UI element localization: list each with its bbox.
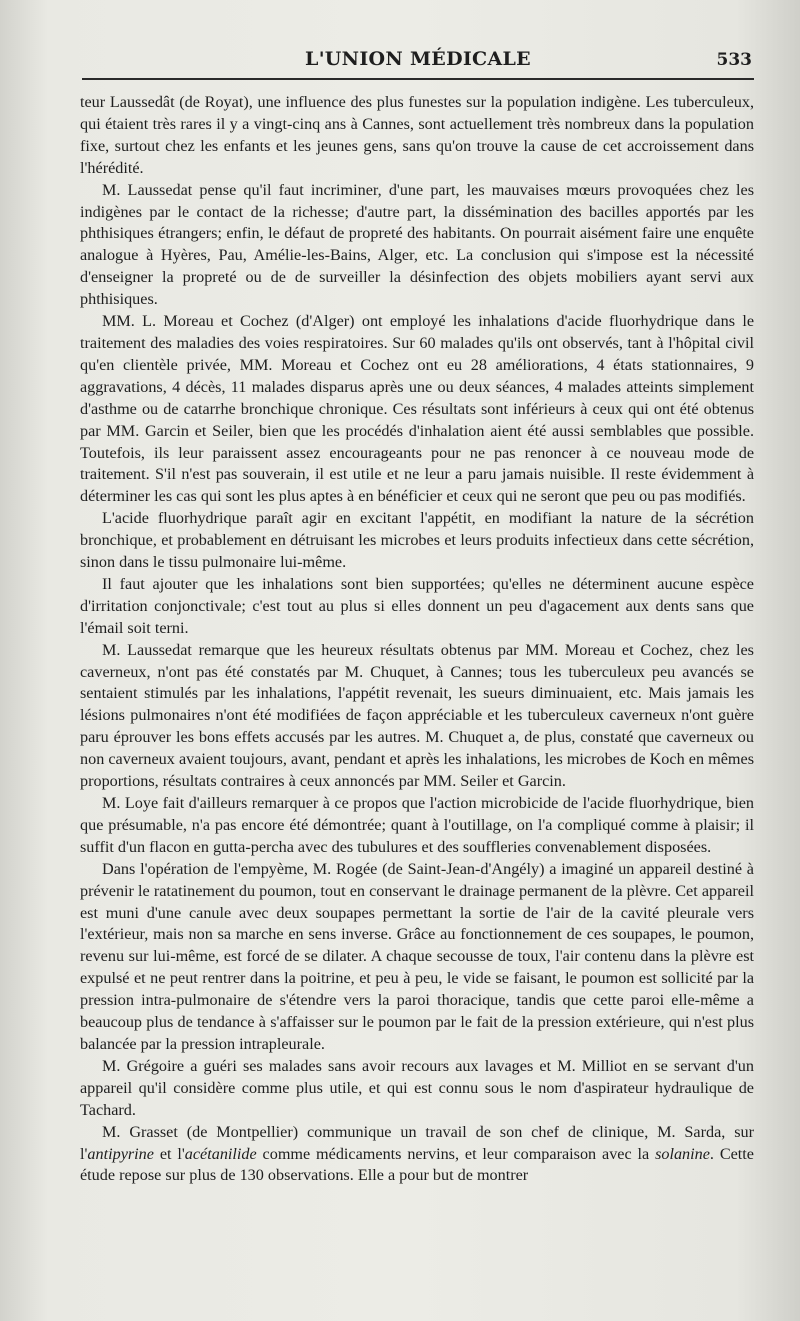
italic-term: acétanilide <box>184 1144 257 1163</box>
italic-term: solanine <box>655 1144 710 1163</box>
italic-term: antipyrine <box>87 1144 154 1163</box>
paragraph-last <box>80 1122 754 1188</box>
text-run: et l' <box>153 1144 185 1163</box>
paragraph: MM. L. Moreau et Cochez (d'Alger) ont employé les inhalations d'acide fluorhydrique dans le traitement des maladies des voies respiratoires. Sur 60 malades qu'ils ont observés, tant à l'hôpital civil qu'en clientèle privée, MM. Moreau et Cochez ont eu 28 améliorations, 4 états stationnaires, 9 aggravations, 4 décès, 11 malades disparus après une ou deux séances, 4 malades atteints simplement d'asthme ou de catarrhe bronchique chronique. Ces résultats sont inférieurs à ceux qui ont été obtenus par MM. Garcin et Seiler, bien que les procédés d'inhalation aient été aussi semblables que possible. Toutefois, ils leur paraissent assez encourageants pour ne pas renoncer à ce nouveau mode de traitement. S'il n'est pas souverain, il est utile et ne leur a paru jamais nuisible. Il reste évidemment à déterminer les cas qui sont les plus aptes à en bénéficier et ceux qui ne seront que peu ou pas modifiés. <box>80 312 754 506</box>
running-header <box>82 40 754 80</box>
paragraph: teur Laussedât (de Royat), une influence des plus funestes sur la population indigène. Les tuberculeux, qui étaient très rares il y a vingt-cinq ans à Cannes, sont actuellement très nombreux dans la population fixe, surtout chez les enfants et les jeunes gens, sans qu'on trouve la cause de cet accroissement dans l'hérédité. <box>80 93 754 177</box>
text-run: comme médicaments nervins, et leur comparaison avec la <box>256 1144 656 1163</box>
page-number: 533 <box>716 50 752 70</box>
article-body <box>80 92 754 1187</box>
journal-title: L'UNION MÉDICALE <box>305 48 531 70</box>
header-rule <box>82 78 754 80</box>
paragraph: Il faut ajouter que les inhalations sont bien supportées; qu'elles ne déterminent aucune espèce d'irritation conjonctivale; c'est tout au plus si elles donnent un peu d'agacement aux dents sans que l'émail soit terni. <box>80 574 754 637</box>
text-run: M. Grasset (de Montpellier) communique un travail de son chef de clinique, M. Sarda, sur l' <box>80 1122 754 1163</box>
paragraph: L'acide fluorhydrique paraît agir en excitant l'appétit, en modifiant la nature de la sécrétion bronchique, et probablement en détruisant les microbes et leurs produits infectieux dans cette sécrétion, sinon dans le tissu pulmonaire lui-même. <box>80 509 754 572</box>
paragraph: M. Grégoire a guéri ses malades sans avoir recours aux lavages et M. Milliot en se servant d'un appareil qu'il considère comme plus utile, et qui est connu sous le nom d'aspirateur hydraulique de Tachard. <box>80 1056 754 1119</box>
text-run: . Cette étude repose sur plus de 130 observations. Elle a pour but de montrer <box>80 1144 754 1185</box>
paragraph: M. Laussedat remarque que les heureux résultats obtenus par MM. Moreau et Cochez, chez les caverneux, n'ont pas été constatés par M. Chuquet, à Cannes; tous les tuberculeux peu avancés se sentaient stimulés par les inhalations, l'appétit revenait, les sueurs diminuaient, etc. Mais jamais les lésions pulmonaires n'ont été modifiées de façon appréciable et les tuberculeux caverneux n'ont guère paru éprouver les bons effets accusés par les autres. M. Chuquet a, de plus, constaté que caverneux ou non caverneux avaient toujours, avant, pendant et après les inhalations, les microbes de Koch en mêmes proportions, résultats contraires à ceux annoncés par MM. Seiler et Garcin. <box>80 640 754 791</box>
paragraph: M. Laussedat pense qu'il faut incriminer, d'une part, les mauvaises mœurs provoquées chez les indigènes par le contact de la richesse; d'autre part, la dissémination des bacilles apportés par les phthisiques étrangers; enfin, le défaut de propreté des habitants. On pourrait aisément faire une enquête analogue à Hyères, Pau, Amélie-les-Bains, Alger, etc. La conclusion qui s'impose est la nécessité d'enseigner la propreté ou de de surveiller la désinfection des objets mobiliers ayant servi aux phthisiques. <box>80 180 754 309</box>
paragraph: Dans l'opération de l'empyème, M. Rogée (de Saint-Jean-d'Angély) a imaginé un appareil destiné à prévenir le ratatinement du poumon, tout en conservant le drainage permanent de la plèvre. Cet appareil est muni d'une canule avec deux soupapes permettant la sortie de l'air de la cavité pleurale vers l'extérieur, mais non sa marche en sens inverse. Grâce au fonctionnement de ces soupapes, le poumon, revenu sur lui-même, est forcé de se dilater. A chaque secousse de toux, l'air contenu dans la plèvre est expulsé et ne peut rentrer dans la poitrine, et peu à peu, le vide se faisant, le poumon est sollicité par la pression intra-pulmonaire de s'étendre vers la paroi thoracique, tandis que cette paroi elle-même a beaucoup plus de tendance à s'affaisser sur le poumon par le fait de la pression extérieure, qui n'est plus balancée par la pression intrapleurale. <box>80 859 754 1053</box>
paragraph: M. Loye fait d'ailleurs remarquer à ce propos que l'action microbicide de l'acide fluorhydrique, bien que présumable, n'a pas encore été démontrée; quant à l'outillage, on l'a compliqué comme à plaisir; il suffit d'un flacon en gutta-percha avec des tubulures et des souffleries convenablement disposées. <box>80 794 754 856</box>
